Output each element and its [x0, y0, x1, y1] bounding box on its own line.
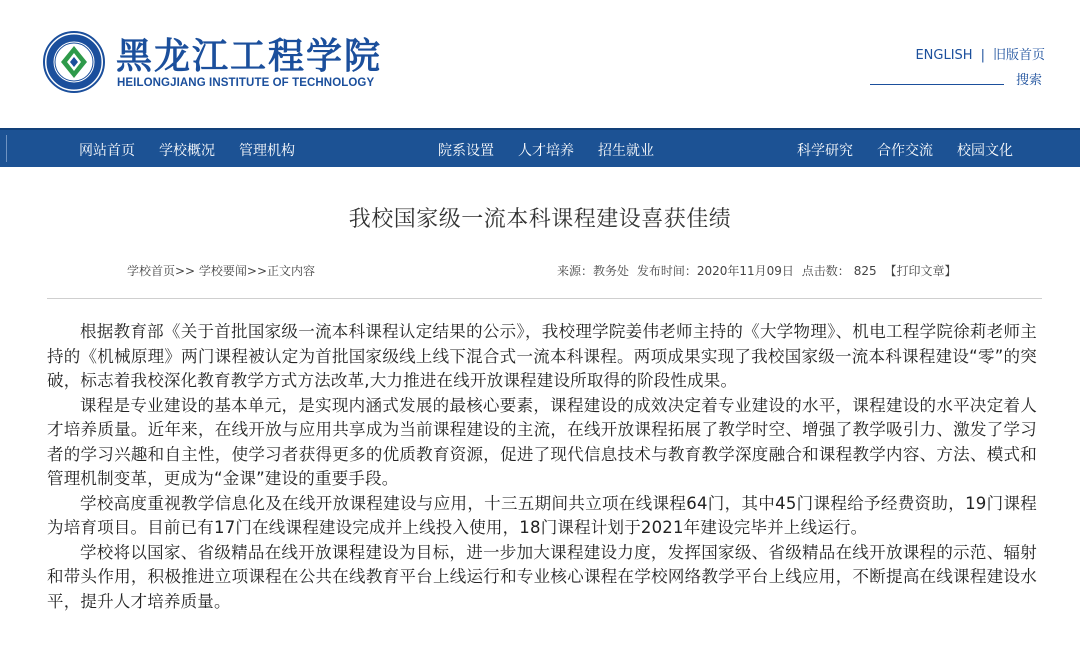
divider [47, 298, 1042, 299]
top-links [915, 44, 1045, 63]
article-body [47, 320, 1037, 614]
site-name-cn: 黑龙江工程学院 [116, 35, 383, 77]
nav-item-overview[interactable]: 学校概况 [159, 143, 215, 159]
search-button[interactable]: 搜索 [1016, 73, 1043, 88]
article-paragraph: 根据教育部《关于首批国家级一流本科课程认定结果的公示》，我校理学院姜伟老师主持的《大学物理》、机电工程学院徐莉老师主持的《机械原理》两门课程被认定为首批国家级线上线下混合式一流本科课程。两项成果实现了我校国家级一流本科课程建设“零”的突破，标志着我校深化教育教学方式方法改革,大力推进在线开放课程建设所取得的阶段性成果。 [47, 322, 1037, 390]
article-paragraph: 学校将以国家、省级精品在线开放课程建设为目标，进一步加大课程建设力度，发挥国家级、省级精品在线开放课程的示范、辐射和带头作用，积极推进立项课程在公共在线教育平台上线运行和专业核心课程在学校网络教学平台上线应用，不断提高在线课程建设水平，提升人才培养质量。 [47, 542, 1037, 611]
click-count-label: 点击数： [801, 264, 850, 278]
nav-item-departments[interactable]: 院系设置 [438, 143, 494, 159]
nav-item-research[interactable]: 科学研究 [797, 143, 853, 159]
top-links-separator: | [980, 48, 985, 63]
nav-item-administration[interactable]: 管理机构 [239, 143, 295, 159]
search-input[interactable] [870, 84, 1004, 85]
nav-item-home[interactable]: 网站首页 [79, 143, 135, 159]
old-home-link[interactable]: 旧版首页 [992, 48, 1045, 63]
site-name-en: HEILONGJIANG INSTITUTE OF TECHNOLOGY [117, 77, 375, 89]
university-seal-logo[interactable] [43, 31, 105, 93]
main-nav [0, 128, 1080, 167]
article-source: 来源：教务处 [557, 264, 630, 278]
article-title: 我校国家级一流本科课程建设喜获佳绩 [348, 207, 732, 232]
click-count: 825 [853, 264, 877, 278]
site-header [0, 0, 1080, 128]
breadcrumb[interactable]: 学校首页>> 学校要闻>>正文内容 [127, 264, 316, 278]
english-link[interactable]: ENGLISH [915, 48, 973, 63]
article-date: 发布时间：2020年11月09日 [636, 264, 794, 278]
nav-item-admissions[interactable]: 招生就业 [598, 143, 654, 159]
nav-divider [6, 135, 7, 162]
article-paragraph: 课程是专业建设的基本单元，是实现内涵式发展的最核心要素，课程建设的成效决定着专业建设的水平，课程建设的水平决定着人才培养质量。近年来，在线开放与应用共享成为当前课程建设的主流，在线开放课程拓展了教学时空、增强了教学吸引力、激发了学习者的学习兴趣和自主性，使学习者获得更多的优质教育资源，促进了现代信息技术与教育教学深度融合和课程教学内容、方法、模式和管理机制变革，更成为“金课”建设的重要手段。 [47, 395, 1037, 488]
article-meta [557, 262, 961, 279]
print-article-link[interactable]: 【打印文章】 [884, 264, 957, 278]
nav-item-campus-culture[interactable]: 校园文化 [957, 143, 1013, 159]
article-paragraph: 学校高度重视教学信息化及在线开放课程建设与应用，十三五期间共立项在线课程64门，其中45门课程给予经费资助，19门课程为培育项目。目前已有17门在线课程建设完成并上线投入使用，18门课程计划于2021年建设完毕并上线运行。 [47, 493, 1037, 537]
nav-item-cooperation[interactable]: 合作交流 [877, 143, 933, 159]
nav-item-education[interactable]: 人才培养 [518, 143, 574, 159]
